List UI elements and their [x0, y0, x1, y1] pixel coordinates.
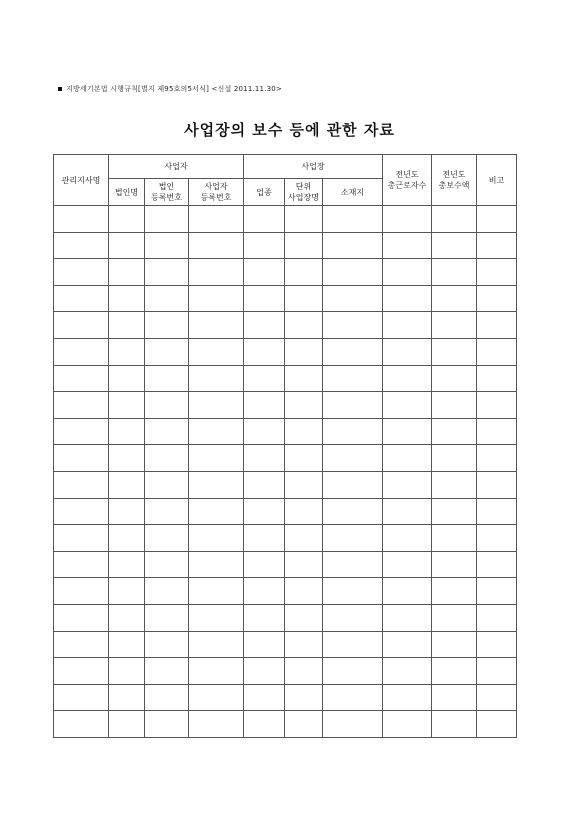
table-cell[interactable] [432, 259, 477, 286]
table-cell[interactable] [323, 418, 383, 445]
table-row [54, 631, 517, 658]
square-bullet-icon [58, 87, 62, 91]
table-cell[interactable] [54, 471, 109, 498]
table-cell[interactable] [285, 471, 323, 498]
table-cell[interactable] [54, 578, 109, 605]
table-cell[interactable] [244, 285, 285, 312]
table-cell[interactable] [189, 312, 244, 339]
table-cell[interactable] [383, 259, 432, 286]
table-cell[interactable] [383, 418, 432, 445]
table-cell[interactable] [383, 498, 432, 525]
table-cell[interactable] [145, 471, 189, 498]
table-cell[interactable] [109, 711, 145, 738]
table-cell[interactable] [189, 551, 244, 578]
table-row [54, 312, 517, 339]
table-cell[interactable] [477, 658, 517, 685]
table-cell[interactable] [244, 206, 285, 233]
table-cell[interactable] [109, 658, 145, 685]
table-cell[interactable] [432, 711, 477, 738]
table-cell[interactable] [383, 525, 432, 552]
table-row [54, 525, 517, 552]
table-cell[interactable] [189, 658, 244, 685]
table-cell[interactable] [477, 312, 517, 339]
table-cell[interactable] [432, 525, 477, 552]
table-cell[interactable] [54, 418, 109, 445]
table-cell[interactable] [323, 338, 383, 365]
table-row [54, 684, 517, 711]
salary-data-table [53, 154, 517, 738]
table-cell[interactable] [54, 445, 109, 472]
table-cell[interactable] [432, 498, 477, 525]
table-cell[interactable] [109, 232, 145, 259]
table-cell[interactable] [189, 525, 244, 552]
table-cell[interactable] [189, 365, 244, 392]
table-cell[interactable] [323, 206, 383, 233]
corp-reg-number-header-line2: 등록번호 [151, 193, 182, 202]
table-cell[interactable] [54, 525, 109, 552]
table-cell[interactable] [109, 259, 145, 286]
table-cell[interactable] [145, 631, 189, 658]
table-cell[interactable] [54, 312, 109, 339]
table-cell[interactable] [383, 551, 432, 578]
table-cell[interactable] [285, 711, 323, 738]
total-pay-header [432, 155, 477, 206]
table-cell[interactable] [189, 285, 244, 312]
table-cell[interactable] [432, 232, 477, 259]
table-cell[interactable] [323, 445, 383, 472]
table-cell[interactable] [285, 631, 323, 658]
table-row [54, 338, 517, 365]
total-pay-header-line2: 총보수액 [438, 181, 470, 190]
table-cell[interactable] [323, 658, 383, 685]
table-cell[interactable] [54, 392, 109, 419]
total-workers-header-line2: 총근로자수 [387, 181, 427, 190]
table-cell[interactable] [323, 631, 383, 658]
table-cell[interactable] [109, 365, 145, 392]
table-cell[interactable] [109, 338, 145, 365]
table-row [54, 365, 517, 392]
table-cell[interactable] [323, 471, 383, 498]
table-cell[interactable] [244, 578, 285, 605]
table-row [54, 285, 517, 312]
table-cell[interactable] [432, 285, 477, 312]
table-cell[interactable] [323, 392, 383, 419]
table-cell[interactable] [109, 684, 145, 711]
table-cell[interactable] [432, 445, 477, 472]
table-cell[interactable] [109, 312, 145, 339]
location-header: 소재지 [323, 179, 383, 206]
table-cell[interactable] [145, 285, 189, 312]
workplace-group-header: 사업장 [244, 155, 383, 179]
form-reference-text: 지방세기본법 시행규칙[별지 제95호의5서식] <신설 2011.11.30> [66, 85, 283, 93]
table-cell[interactable] [323, 604, 383, 631]
table-cell[interactable] [477, 551, 517, 578]
table-cell[interactable] [109, 285, 145, 312]
table-cell[interactable] [145, 711, 189, 738]
table-cell[interactable] [432, 551, 477, 578]
table-cell[interactable] [244, 312, 285, 339]
table-cell[interactable] [432, 471, 477, 498]
table-cell[interactable] [323, 525, 383, 552]
table-cell[interactable] [383, 578, 432, 605]
table-cell[interactable] [477, 232, 517, 259]
table-cell[interactable] [189, 392, 244, 419]
table-cell[interactable] [109, 392, 145, 419]
table-cell[interactable] [244, 525, 285, 552]
table-cell[interactable] [477, 498, 517, 525]
table-cell[interactable] [189, 418, 244, 445]
table-cell[interactable] [54, 711, 109, 738]
table-cell[interactable] [383, 658, 432, 685]
table-cell[interactable] [285, 365, 323, 392]
table-cell[interactable] [145, 578, 189, 605]
table-cell[interactable] [323, 498, 383, 525]
table-cell[interactable] [189, 631, 244, 658]
biz-reg-number-header-line1: 사업자 [204, 182, 228, 191]
unit-workplace-name-header-line2: 사업장명 [288, 193, 319, 202]
table-cell[interactable] [285, 392, 323, 419]
table-cell[interactable] [145, 206, 189, 233]
table-cell[interactable] [145, 658, 189, 685]
table-cell[interactable] [383, 285, 432, 312]
table-cell[interactable] [432, 338, 477, 365]
table-cell[interactable] [54, 232, 109, 259]
table-cell[interactable] [477, 684, 517, 711]
table-cell[interactable] [145, 232, 189, 259]
table-cell[interactable] [285, 551, 323, 578]
table-cell[interactable] [54, 338, 109, 365]
tax-office-header: 관리지사명 [54, 155, 109, 206]
table-row [54, 658, 517, 685]
table-cell[interactable] [383, 232, 432, 259]
biz-reg-number-header-line2: 등록번호 [200, 193, 232, 202]
table-cell[interactable] [145, 338, 189, 365]
table-cell[interactable] [145, 445, 189, 472]
table-cell[interactable] [323, 312, 383, 339]
table-cell[interactable] [244, 711, 285, 738]
table-cell[interactable] [383, 312, 432, 339]
table-cell[interactable] [323, 365, 383, 392]
table-cell[interactable] [323, 684, 383, 711]
table-cell[interactable] [477, 604, 517, 631]
table-cell[interactable] [383, 445, 432, 472]
total-workers-header-line1: 전년도 [395, 170, 419, 179]
corp-reg-number-header [145, 179, 189, 206]
table-cell[interactable] [145, 312, 189, 339]
business-group-header: 사업자 [109, 155, 244, 179]
table-cell[interactable] [477, 711, 517, 738]
table-cell[interactable] [323, 232, 383, 259]
table-row [54, 232, 517, 259]
table-cell[interactable] [477, 259, 517, 286]
table-cell[interactable] [54, 684, 109, 711]
corp-name-header: 법인명 [109, 179, 145, 206]
table-cell[interactable] [109, 551, 145, 578]
unit-workplace-name-header [285, 179, 323, 206]
table-cell[interactable] [189, 711, 244, 738]
table-cell[interactable] [383, 365, 432, 392]
table-cell[interactable] [477, 392, 517, 419]
table-cell[interactable] [432, 604, 477, 631]
table-row [54, 392, 517, 419]
table-cell[interactable] [244, 445, 285, 472]
table-row [54, 578, 517, 605]
table-row [54, 445, 517, 472]
total-workers-header [383, 155, 432, 206]
table-row [54, 604, 517, 631]
table-cell[interactable] [477, 338, 517, 365]
remarks-header: 비고 [477, 155, 517, 206]
table-cell[interactable] [109, 445, 145, 472]
table-cell[interactable] [54, 658, 109, 685]
table-cell[interactable] [189, 604, 244, 631]
form-reference-note [58, 84, 282, 94]
corp-reg-number-header-line1: 법인 [158, 182, 175, 191]
table-cell[interactable] [189, 445, 244, 472]
table-cell[interactable] [109, 604, 145, 631]
table-cell[interactable] [323, 711, 383, 738]
table-cell[interactable] [54, 365, 109, 392]
unit-workplace-name-header-line1: 단위 [295, 182, 312, 191]
table-cell[interactable] [477, 206, 517, 233]
table-cell[interactable] [54, 206, 109, 233]
table-cell[interactable] [323, 259, 383, 286]
table-cell[interactable] [477, 365, 517, 392]
table-cell[interactable] [285, 418, 323, 445]
table-cell[interactable] [477, 525, 517, 552]
table-cell[interactable] [109, 525, 145, 552]
table-cell[interactable] [54, 604, 109, 631]
table-cell[interactable] [54, 259, 109, 286]
table-cell[interactable] [145, 418, 189, 445]
table-cell[interactable] [109, 418, 145, 445]
table-cell[interactable] [383, 471, 432, 498]
table-cell[interactable] [477, 285, 517, 312]
table-cell[interactable] [285, 259, 323, 286]
table-cell[interactable] [432, 312, 477, 339]
biz-reg-number-header [189, 179, 244, 206]
table-cell[interactable] [477, 471, 517, 498]
table-cell[interactable] [54, 498, 109, 525]
table-cell[interactable] [383, 711, 432, 738]
table-cell[interactable] [244, 232, 285, 259]
table-cell[interactable] [244, 551, 285, 578]
table-cell[interactable] [285, 604, 323, 631]
table-cell[interactable] [432, 658, 477, 685]
table-cell[interactable] [285, 338, 323, 365]
table-cell[interactable] [244, 365, 285, 392]
table-cell[interactable] [432, 206, 477, 233]
table-cell[interactable] [432, 365, 477, 392]
table-cell[interactable] [383, 684, 432, 711]
table-cell[interactable] [109, 631, 145, 658]
table-cell[interactable] [477, 631, 517, 658]
page-title: 사업장의 보수 등에 관한 자료 [184, 121, 395, 139]
table-cell[interactable] [244, 471, 285, 498]
table-cell[interactable] [189, 259, 244, 286]
table-cell[interactable] [189, 471, 244, 498]
table-cell[interactable] [54, 285, 109, 312]
table-cell[interactable] [189, 684, 244, 711]
table-row [54, 498, 517, 525]
table-body [54, 206, 517, 738]
table-row [54, 711, 517, 738]
table-row [54, 471, 517, 498]
table-cell[interactable] [285, 498, 323, 525]
table-cell[interactable] [285, 578, 323, 605]
table-cell[interactable] [145, 684, 189, 711]
table-row [54, 551, 517, 578]
table-cell[interactable] [323, 578, 383, 605]
table-cell[interactable] [285, 445, 323, 472]
table-cell[interactable] [432, 392, 477, 419]
table-cell[interactable] [189, 232, 244, 259]
table-cell[interactable] [109, 578, 145, 605]
table-cell[interactable] [145, 604, 189, 631]
table-cell[interactable] [285, 232, 323, 259]
table-cell[interactable] [244, 338, 285, 365]
table-cell[interactable] [244, 498, 285, 525]
table-cell[interactable] [244, 418, 285, 445]
table-cell[interactable] [285, 684, 323, 711]
table-cell[interactable] [432, 631, 477, 658]
table-cell[interactable] [189, 498, 244, 525]
table-cell[interactable] [244, 631, 285, 658]
table-cell[interactable] [285, 206, 323, 233]
table-cell[interactable] [244, 658, 285, 685]
table-cell[interactable] [285, 658, 323, 685]
table-cell[interactable] [244, 392, 285, 419]
table-cell[interactable] [145, 392, 189, 419]
table-cell[interactable] [109, 206, 145, 233]
table-cell[interactable] [285, 312, 323, 339]
table-cell[interactable] [145, 259, 189, 286]
table-cell[interactable] [477, 445, 517, 472]
table-cell[interactable] [109, 471, 145, 498]
table-cell[interactable] [323, 285, 383, 312]
table-cell[interactable] [189, 206, 244, 233]
table-cell[interactable] [244, 684, 285, 711]
table-cell[interactable] [244, 259, 285, 286]
table-cell[interactable] [285, 525, 323, 552]
table-cell[interactable] [145, 498, 189, 525]
table-cell[interactable] [285, 285, 323, 312]
table-cell[interactable] [189, 338, 244, 365]
table-row [54, 259, 517, 286]
table-cell[interactable] [432, 578, 477, 605]
table-cell[interactable] [145, 365, 189, 392]
table-cell[interactable] [432, 418, 477, 445]
table-cell[interactable] [383, 392, 432, 419]
total-pay-header-line1: 전년도 [442, 170, 466, 179]
table-cell[interactable] [145, 551, 189, 578]
table-cell[interactable] [477, 418, 517, 445]
table-cell[interactable] [54, 631, 109, 658]
industry-header: 업종 [244, 179, 285, 206]
table-cell[interactable] [383, 338, 432, 365]
table-cell[interactable] [244, 604, 285, 631]
table-cell[interactable] [432, 684, 477, 711]
table-cell[interactable] [145, 525, 189, 552]
table-cell[interactable] [54, 551, 109, 578]
table-cell[interactable] [383, 604, 432, 631]
table-cell[interactable] [323, 551, 383, 578]
table-cell[interactable] [383, 206, 432, 233]
table-row [54, 418, 517, 445]
table-cell[interactable] [477, 578, 517, 605]
table-row [54, 206, 517, 233]
table-cell[interactable] [189, 578, 244, 605]
table-cell[interactable] [383, 631, 432, 658]
table-cell[interactable] [109, 498, 145, 525]
